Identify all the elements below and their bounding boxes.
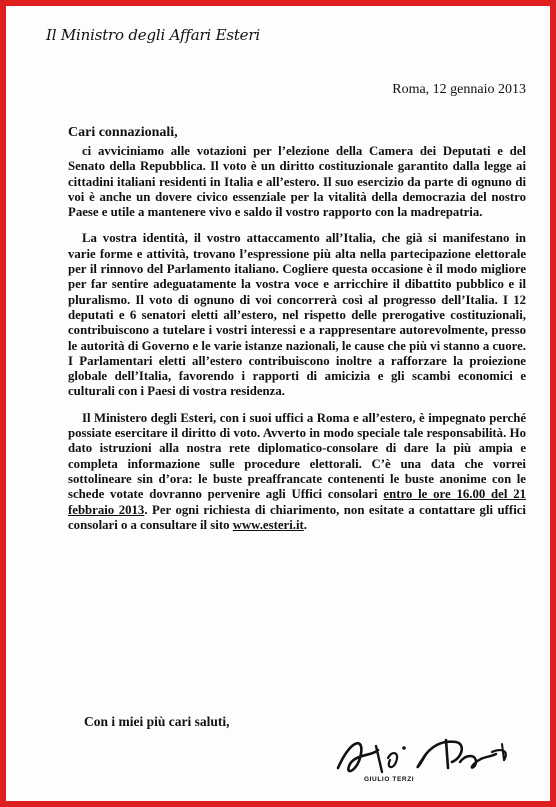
letterhead: Il Ministro degli Affari Esteri bbox=[46, 26, 260, 44]
signature-name: GIULIO TERZI bbox=[364, 776, 415, 783]
letter bbox=[6, 6, 550, 801]
deadline-text: entro le ore 16.00 del 21 febbraio 2013 bbox=[68, 487, 526, 517]
letter-body bbox=[68, 144, 526, 544]
paragraph-3 bbox=[68, 411, 526, 533]
signature-image bbox=[326, 728, 526, 786]
salutation: Cari connazionali, bbox=[68, 125, 178, 140]
paragraph-2: La vostra identità, il vostro attaccamento all’Italia, che già si manifestano in varie forme e attività, trovano l’espressione più alta nella partecipazione elettorale per il rinnovo del Parlamento italiano. Cogliere questa occasione è il modo migliore per far sentire adeguatamente la vostra voce e arricchire il dibattito pubblico e il pluralismo. Il voto di ognuno di voi concorrerà così al progresso dell’Italia. I 12 deputati e 6 senatori eletti all’estero, nel rispetto delle prerogative costituzionali, contribuiscono a tutelare i vostri interessi e a rappresentare autorevolmente, presso le autorità di Governo e le varie istanze nazionali, le cause che più vi stanno a cuore. I Parlamentari eletti all’estero contribuiscono inoltre a rafforzare la proiezione globale dell’Italia, favorendo i rapporti di amicizia e gli scambi economici e culturali con i Paesi di vostra residenza. bbox=[68, 231, 526, 399]
website-link[interactable]: www.esteri.it bbox=[232, 517, 304, 532]
letter-date: Roma, 12 gennaio 2013 bbox=[392, 82, 526, 97]
paragraph-3-text-b: . Per ogni richiesta di chiarimento, non esitate a contattare gli uffici consolari o a consultare il sito bbox=[68, 502, 526, 532]
paragraph-1: ci avviciniamo alle votazioni per l’elezione della Camera dei Deputati e del Senato della Repubblica. Il voto è un diritto costituzionale garantito dalla legge ai cittadini italiani residenti in Italia e all’estero. Il suo esercizio da parte di ognuno di voi è anche un dovere civico essenziale per la vitalità della democrazia del nostro Paese e utile a mantenere vivo e saldo il vostro rapporto con la madrepatria. bbox=[68, 144, 526, 220]
closing: Con i miei più cari saluti, bbox=[84, 714, 230, 729]
paragraph-3-text-c: . bbox=[303, 517, 307, 532]
paragraph-3-text-a: Il Ministero degli Esteri, con i suoi uffici a Roma e all’estero, è impegnato perché possiate esercitare il diritto di voto. Avverto in modo speciale tale responsabilità. Ho dato istruzioni alla nostra rete diplomatico-consolare di dare la più ampia e completa informazione sulle procedure elettorali. C’è una data che vorrei sottolineare sin d’ora: le buste preaffrancate contenenti le buste anonime con le schede votate dovranno pervenire agli Uffici consolari bbox=[68, 410, 526, 502]
